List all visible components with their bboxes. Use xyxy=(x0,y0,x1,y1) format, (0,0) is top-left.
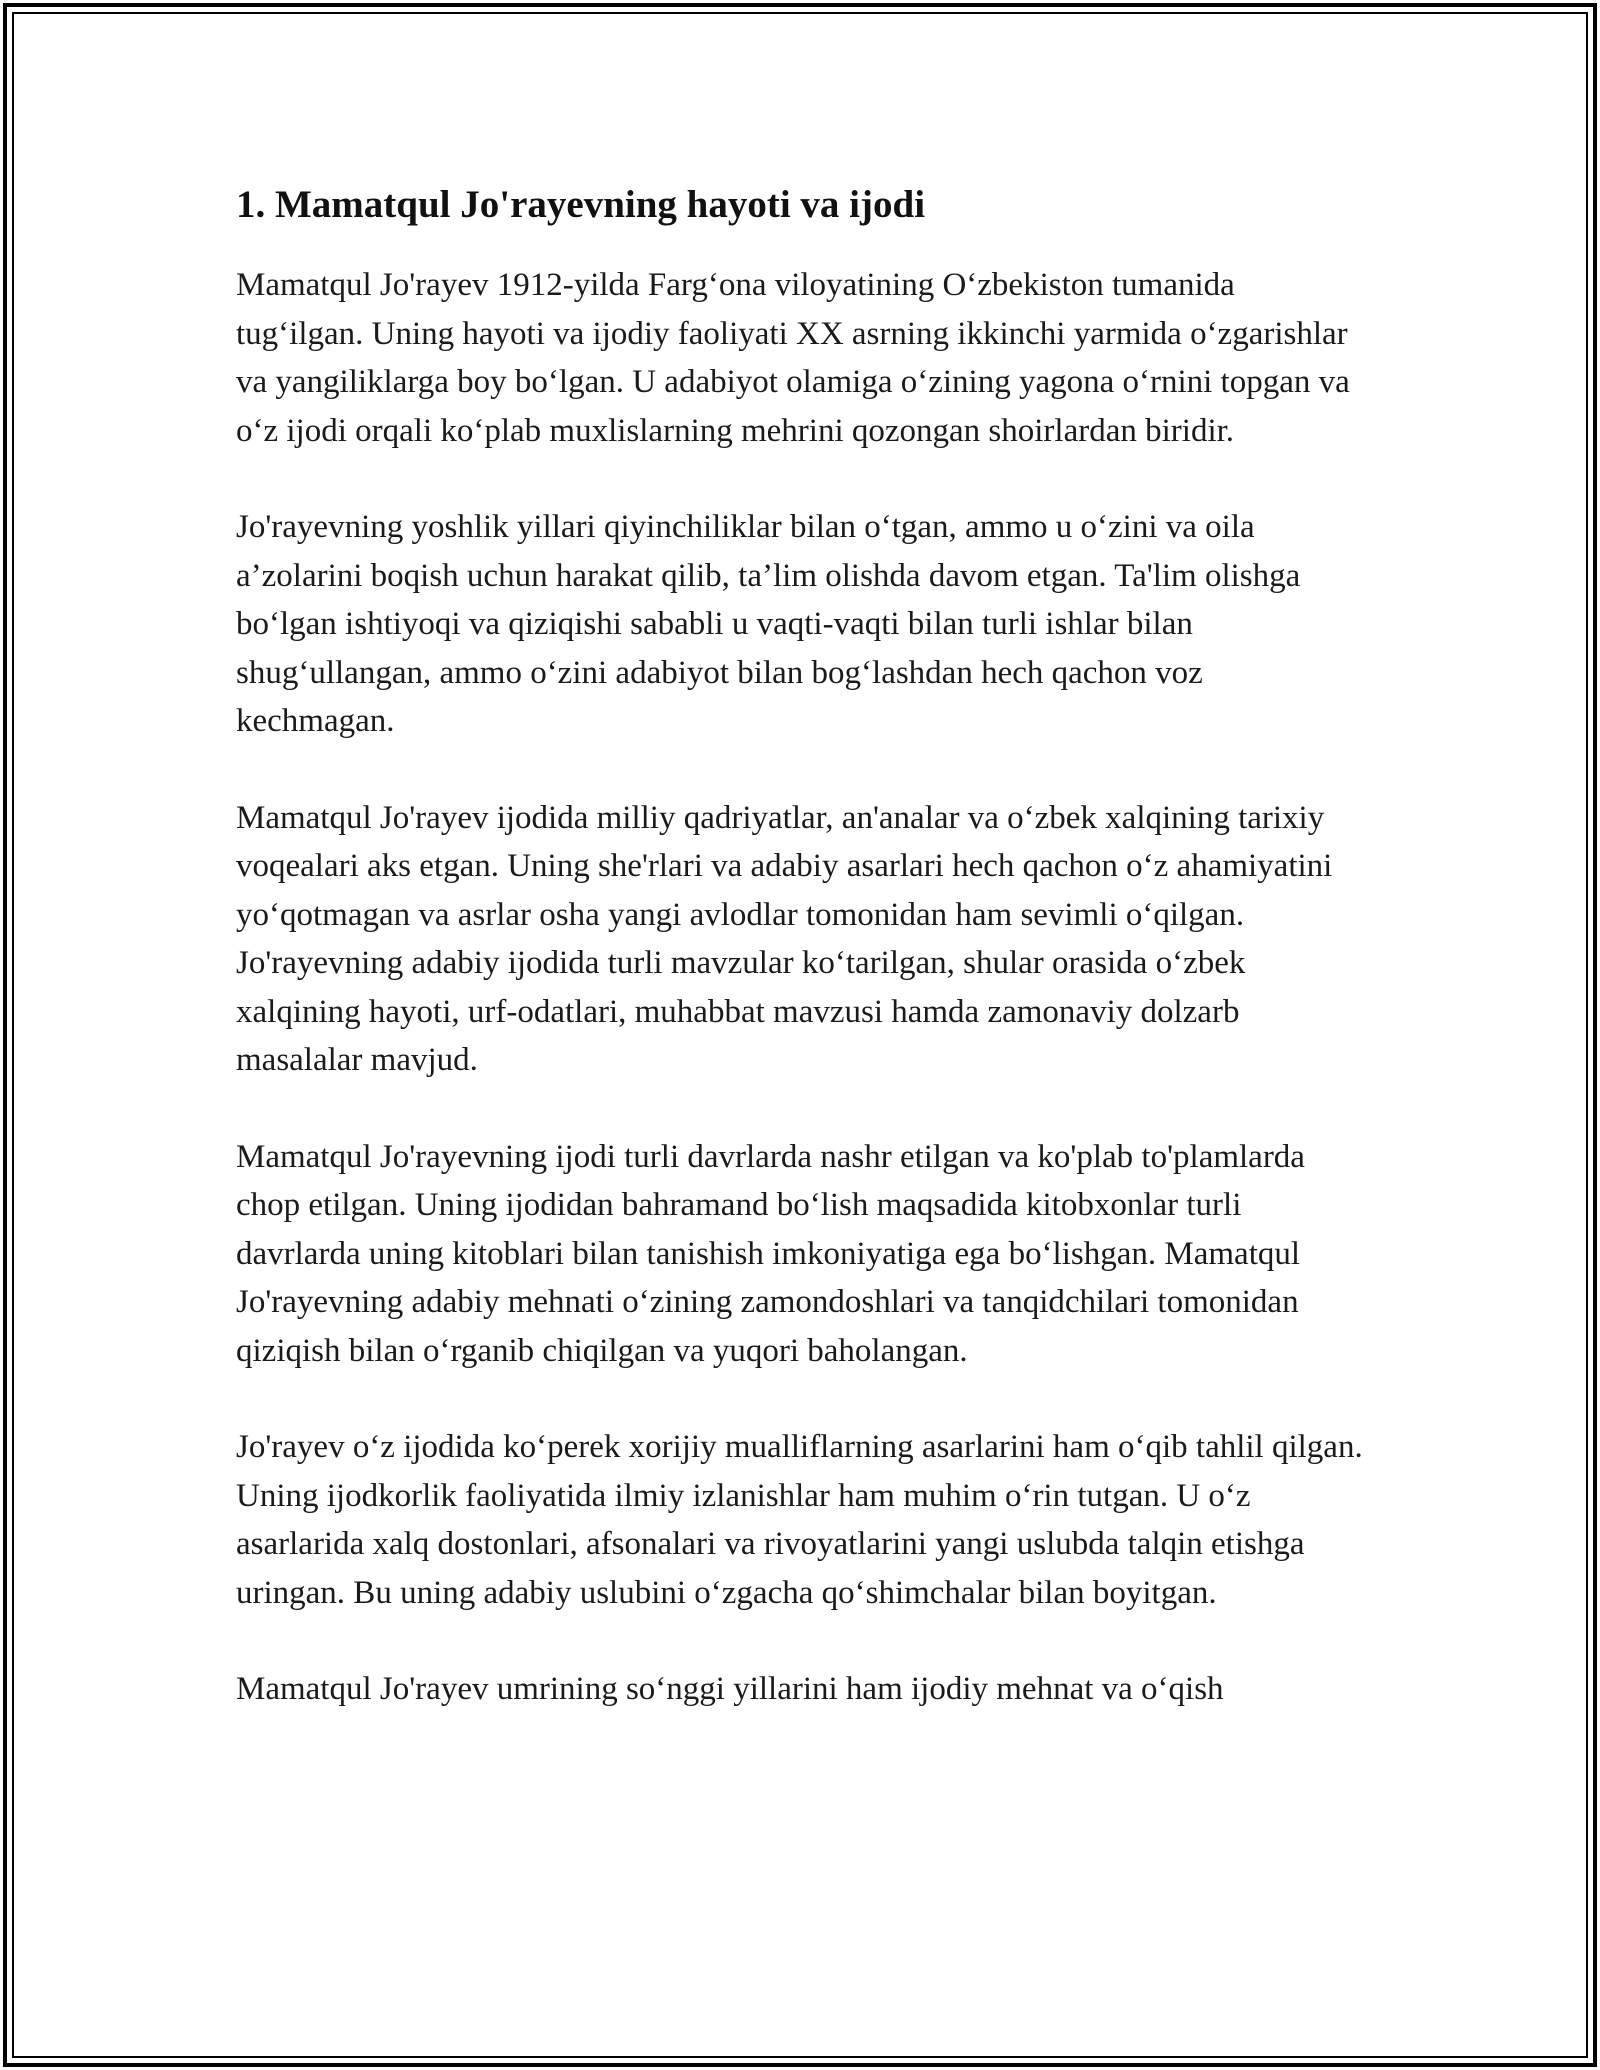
paragraph-6: Mamatqul Jo'rayev umrining so‘nggi yillarini ham ijodiy mehnat va o‘qish xyxy=(236,1671,1224,1707)
paragraph-2: Jo'rayevning yoshlik yillari qiyinchiliklar bilan o‘tgan, ammo u o‘zini va oila a’zolarini boqish uchun harakat qilib, ta’lim olishda davom etgan. Ta'lim olishga bo‘lgan ishtiyoqi va qiziqishi sababli u vaqti-vaqti bilan turli ishlar bilan shug‘ullangan, ammo o‘zini adabiyot bilan bog‘lashdan hech qachon voz kechmagan. xyxy=(236,509,1301,739)
paragraph-3: Mamatqul Jo'rayev ijodida milliy qadriyatlar, an'analar va o‘zbek xalqining tarixiy voqealari aks etgan. Uning she'rlari va adabiy asarlari hech qachon o‘z ahamiyatini yo‘qotmagan va asrlar osha yangi avlodlar tomonidan ham sevimli o‘qilgan. Jo'rayevning adabiy ijodida turli mavzular ko‘tarilgan, shular orasida o‘zbek xalqining hayoti, urf-odatlari, muhabbat mavzusi hamda zamonaviy dolzarb masalalar mavjud. xyxy=(236,799,1333,1078)
document-body xyxy=(236,180,1366,1762)
paragraph-5: Jo'rayev o‘z ijodida ko‘perek xorijiy mualliflarning asarlarini ham o‘qib tahlil qilgan. Uning ijodkorlik faoliyatida ilmiy izlanishlar ham muhim o‘rin tutgan. U o‘z asarlarida xalq dostonlari, afsonalari va rivoyatlarini yangi uslubda talqin etishga uringan. Bu uning adabiy uslubini o‘zgacha qo‘shimchalar bilan boyitgan. xyxy=(236,1429,1363,1611)
paragraph-4: Mamatqul Jo'rayevning ijodi turli davrlarda nashr etilgan va ko'plab to'plamlarda chop etilgan. Uning ijodidan bahramand bo‘lish maqsadida kitobxonlar turli davrlarda uning kitoblari bilan tanishish imkoniyatiga ega bo‘lishgan. Mamatqul Jo'rayevning adabiy mehnati o‘zining zamondoshlari va tanqidchilari tomonidan qiziqish bilan o‘rganib chiqilgan va yuqori baholangan. xyxy=(236,1138,1305,1369)
paragraph-1: Mamatqul Jo'rayev 1912-yilda Farg‘ona viloyatining O‘zbekiston tumanida tug‘ilgan. Uning hayoti va ijodiy faoliyati XX asrning ikkinchi yarmida o‘zgarishlar va yangiliklarga boy bo‘lgan. U adabiyot olamiga o‘zining yagona o‘rnini topgan va o‘z ijodi orqali ko‘plab muxlislarning mehrini qozongan shoirlardan biridir. xyxy=(236,267,1350,449)
section-heading: 1. Mamatqul Jo'rayevning hayoti va ijodi xyxy=(236,183,926,226)
